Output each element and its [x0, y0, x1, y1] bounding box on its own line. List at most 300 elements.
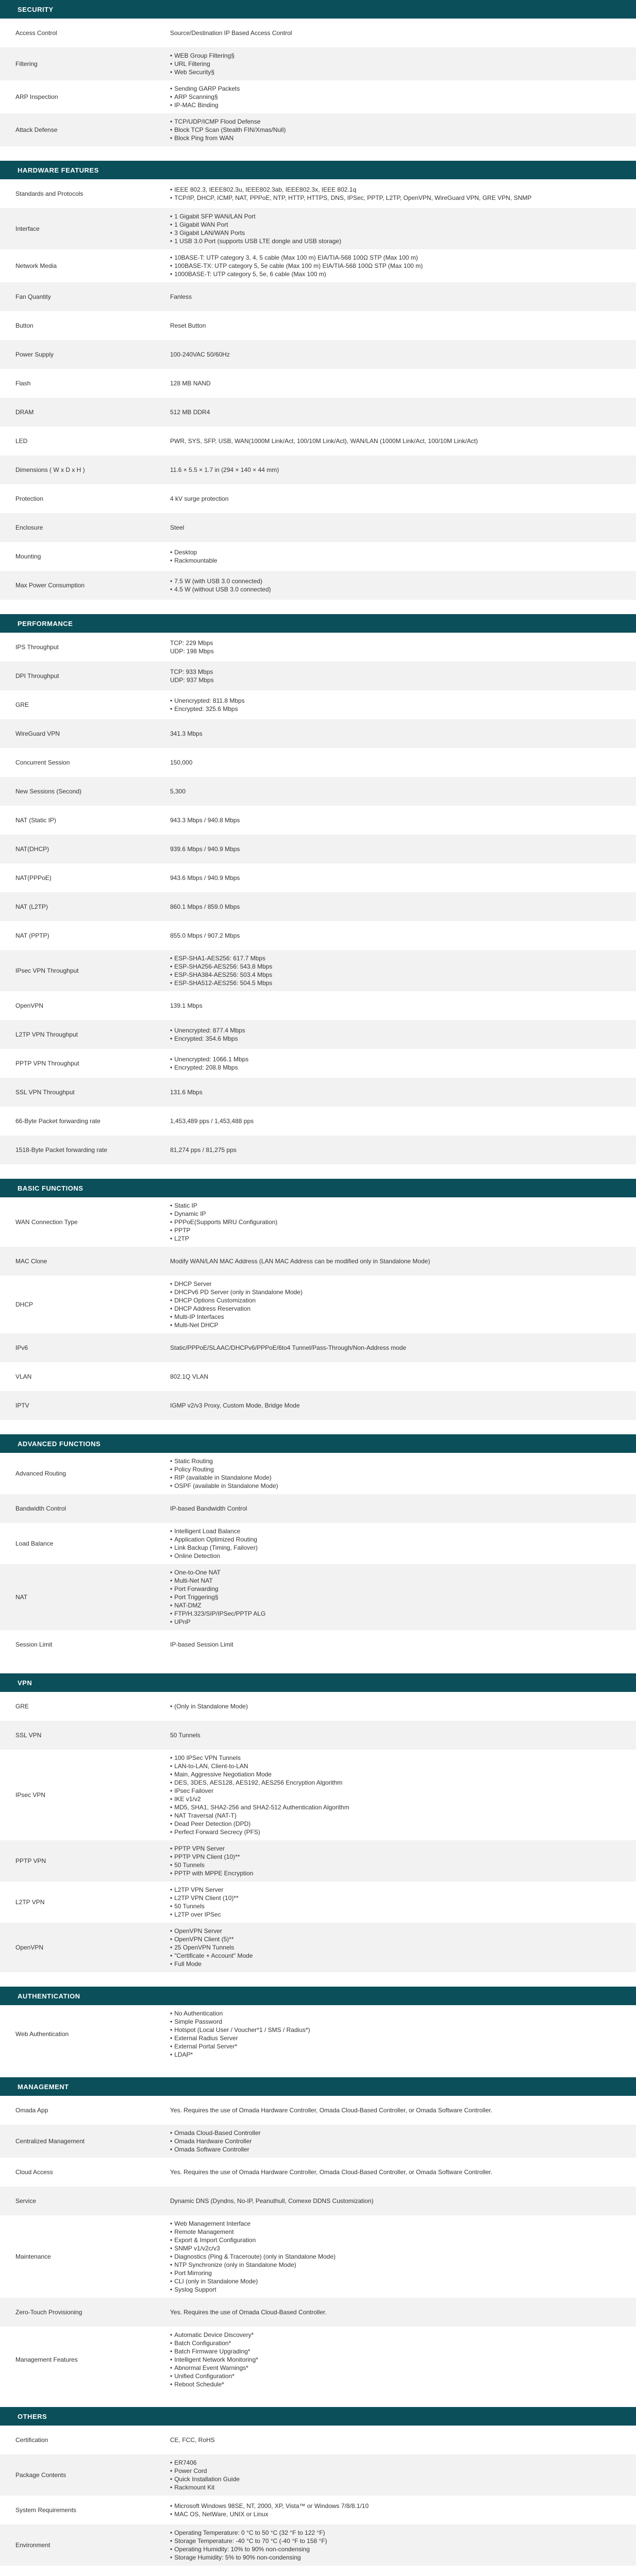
- spec-value-item: • UPnP: [170, 1618, 621, 1626]
- spec-value-text: 1,453,489 pps / 1,453,488 pps: [170, 1117, 254, 1125]
- spec-value-item: • IEEE 802.3, IEEE802.3u, IEEE802.3ab, IEEE802.3x, IEEE 802.1q: [170, 185, 621, 194]
- spec-value: [170, 29, 636, 37]
- spec-value-item: • No Authentication: [170, 2009, 621, 2018]
- spec-value: [170, 845, 636, 853]
- spec-value-text: Source/Destination IP Based Access Control: [170, 29, 292, 37]
- spec-label: Zero-Touch Provisioning: [15, 2309, 82, 2316]
- spec-label: Filtering: [15, 60, 38, 67]
- spec-row: [0, 835, 636, 863]
- spec-value-item: • 100BASE-TX: UTP category 5, 5e cable (Max 100 m) EIA/TIA-568 100Ω STP (Max 100 m): [170, 262, 621, 270]
- spec-value-item: • PPPoE(Supports MRU Configuration): [170, 1218, 621, 1226]
- spec-value-item: • Dynamic IP: [170, 1210, 621, 1218]
- spec-label: Web Authentication: [15, 2030, 69, 2038]
- spec-row: [0, 311, 636, 340]
- spec-value-item: • L2TP VPN Client (10)**: [170, 1894, 621, 1902]
- spec-label: Protection: [15, 495, 44, 502]
- spec-value: [170, 1117, 636, 1125]
- spec-value-text: 131.6 Mbps: [170, 1089, 203, 1096]
- spec-row: [0, 1750, 636, 1840]
- spec-value-item: • Operating Temperature: 0 °C to 50 °C (32 °F to 122 °F): [170, 2529, 621, 2537]
- spec-label: Network Media: [15, 262, 57, 269]
- spec-value-list: [170, 1201, 621, 1243]
- spec-label: NAT(PPPoE): [15, 874, 52, 882]
- spec-label: NAT (Static IP): [15, 817, 56, 824]
- section-header: OTHERS: [0, 2407, 636, 2426]
- spec-value-item: • Port Triggering§: [170, 1593, 621, 1601]
- spec-value-text: Yes. Requires the use of Omada Hardware Controller, Omada Cloud-Based Controller, or Omada Software Controller.: [170, 2107, 493, 2114]
- spec-value-item: • Perfect Forward Secrecy (PFS): [170, 1828, 621, 1836]
- spec-row: [0, 1107, 636, 1136]
- spec-value-item: • Static Routing: [170, 1457, 621, 1465]
- spec-value-line: UDP: 198 Mbps: [170, 648, 214, 655]
- spec-value: [170, 1088, 636, 1096]
- spec-value-list: [170, 1702, 621, 1710]
- spec-value-list: [170, 2129, 621, 2154]
- spec-value-list: [170, 1844, 621, 1877]
- spec-value-item: • RIP (available in Standalone Mode): [170, 1473, 621, 1482]
- spec-value-list: [170, 1457, 621, 1490]
- spec-label: Power Supply: [15, 351, 54, 358]
- spec-value-list: [170, 697, 621, 713]
- spec-value-item: • 50 Tunnels: [170, 1902, 621, 1910]
- spec-value-item: • Web Management Interface: [170, 2219, 621, 2228]
- spec-value-item: • DHCP Options Customization: [170, 1296, 621, 1304]
- spec-label: Concurrent Session: [15, 759, 70, 766]
- spec-value-text: Steel: [170, 524, 185, 531]
- spec-label: MAC Clone: [15, 1258, 47, 1265]
- spec-row: [0, 369, 636, 398]
- spec-label: Cloud Access: [15, 2168, 53, 2176]
- spec-value-text: CE, FCC, RoHS: [170, 2436, 215, 2444]
- spec-value-item: • Syslog Support: [170, 2285, 621, 2294]
- spec-row: [0, 1564, 636, 1630]
- spec-value-item: • Application Optimized Routing: [170, 1535, 621, 1544]
- spec-value-item: • Unified Configuration*: [170, 2372, 621, 2380]
- section-header: HARDWARE FEATURES: [0, 161, 636, 179]
- spec-label: Fan Quantity: [15, 293, 51, 300]
- spec-row: [0, 1523, 636, 1564]
- spec-value: [170, 212, 636, 245]
- spec-label: OpenVPN: [15, 1944, 44, 1951]
- spec-value-text: Yes. Requires the use of Omada Cloud-Based Controller.: [170, 2309, 327, 2316]
- spec-label: L2TP VPN: [15, 1899, 45, 1906]
- spec-value-item: • TCP/IP, DHCP, ICMP, NAT, PPPoE, NTP, HTTP, HTTPS, DNS, IPSec, PPTP, L2TP, OpenVPN, WireGuard VPN, GRE VPN, SNMP: [170, 194, 621, 202]
- spec-value-item: • Power Cord: [170, 2467, 621, 2475]
- spec-value-item: • OpenVPN Client (5)**: [170, 1935, 621, 1943]
- spec-value: [170, 293, 636, 301]
- spec-value-item: • Dead Peer Detection (DPD): [170, 1820, 621, 1828]
- spec-value-item: • L2TP VPN Server: [170, 1886, 621, 1894]
- spec-label: Bandwidth Control: [15, 1505, 66, 1512]
- spec-value: [170, 697, 636, 713]
- spec-value-list: [170, 1055, 621, 1072]
- spec-row: [0, 484, 636, 513]
- spec-label: 66-Byte Packet forwarding rate: [15, 1117, 101, 1125]
- spec-row: [0, 1721, 636, 1750]
- spec-label: Session Limit: [15, 1641, 53, 1648]
- spec-value: [170, 730, 636, 738]
- spec-value-text: 939.6 Mbps / 940.9 Mbps: [170, 845, 240, 853]
- spec-value: [170, 758, 636, 767]
- spec-value-item: • L2TP: [170, 1234, 621, 1243]
- spec-value: [170, 1568, 636, 1626]
- spec-value: [170, 523, 636, 532]
- spec-value-line: TCP: 229 Mbps: [170, 639, 213, 647]
- spec-label: Dimensions ( W x D x H ): [15, 466, 85, 473]
- spec-label: Mounting: [15, 553, 41, 560]
- spec-value: [170, 1002, 636, 1010]
- spec-value-item: • Export & Import Configuration: [170, 2236, 621, 2244]
- spec-value: [170, 1731, 636, 1739]
- spec-section: [0, 2077, 636, 2393]
- spec-value-item: • OpenVPN Server: [170, 1927, 621, 1935]
- spec-value-item: • Simple Password: [170, 2018, 621, 2026]
- spec-value-item: • "Certificate + Account" Mode: [170, 1952, 621, 1960]
- spec-value-item: • TCP/UDP/ICMP Flood Defense: [170, 117, 621, 126]
- spec-value: [170, 2308, 636, 2316]
- spec-value: [170, 1344, 636, 1352]
- spec-value-item: • MAC OS, NetWare, UNIX or Linux: [170, 2510, 621, 2518]
- spec-row: [0, 892, 636, 921]
- spec-value: [170, 2219, 636, 2294]
- spec-value-item: • Block Ping from WAN: [170, 134, 621, 142]
- spec-label: Omada App: [15, 2107, 48, 2114]
- spec-value-item: • Unencrypted: 877.4 Mbps: [170, 1026, 621, 1035]
- spec-value: [170, 577, 636, 594]
- spec-value: [170, 466, 636, 474]
- spec-value: [170, 1504, 636, 1513]
- spec-value-list: [170, 548, 621, 565]
- spec-value-list: [170, 1754, 621, 1836]
- spec-value-text: 943.3 Mbps / 940.8 Mbps: [170, 817, 240, 824]
- spec-row: [0, 571, 636, 600]
- spec-value-item: • Port Forwarding: [170, 1585, 621, 1593]
- spec-value-item: • ER7406: [170, 2459, 621, 2467]
- spec-label: NAT (PPTP): [15, 932, 49, 939]
- spec-row: [0, 208, 636, 249]
- spec-value-item: • NAT-DMZ: [170, 1601, 621, 1609]
- spec-label: ARP Inspection: [15, 93, 58, 100]
- spec-value: [170, 787, 636, 795]
- spec-row: [0, 340, 636, 369]
- spec-label: WAN Connection Type: [15, 1218, 78, 1226]
- spec-value-text: Fanless: [170, 293, 192, 300]
- spec-section: [0, 614, 636, 1164]
- spec-value-item: • LAN-to-LAN, Client-to-LAN: [170, 1762, 621, 1770]
- spec-row: [0, 719, 636, 748]
- spec-value-item: • WEB Group Filtering§: [170, 52, 621, 60]
- spec-value-item: • Desktop: [170, 548, 621, 556]
- spec-row: [0, 921, 636, 950]
- spec-row: [0, 1136, 636, 1164]
- spec-row: [0, 662, 636, 690]
- spec-label: Interface: [15, 225, 40, 232]
- spec-value-text: Static/PPPoE/SLAAC/DHCPv6/PPPoE/6to4 Tunnel/Pass-Through/Non-Address mode: [170, 1344, 407, 1351]
- spec-value-item: • 1 Gigabit WAN Port: [170, 221, 621, 229]
- spec-value: [170, 1372, 636, 1381]
- spec-label: IPsec VPN Throughput: [15, 967, 79, 974]
- spec-value: [170, 321, 636, 330]
- spec-label: Centralized Management: [15, 2138, 85, 2145]
- spec-row: [0, 1049, 636, 1078]
- spec-value: [170, 816, 636, 824]
- spec-label: PPTP VPN Throughput: [15, 1060, 79, 1067]
- spec-label: Package Contents: [15, 2471, 66, 2479]
- spec-value-item: • PPTP VPN Client (10)**: [170, 1853, 621, 1861]
- spec-value: [170, 1026, 636, 1043]
- spec-row: [0, 80, 636, 113]
- spec-row: [0, 1840, 636, 1882]
- spec-label: OpenVPN: [15, 1002, 44, 1009]
- spec-value-item: • Encrypted: 208.8 Mbps: [170, 1063, 621, 1072]
- section-header: BASIC FUNCTIONS: [0, 1179, 636, 1197]
- spec-row: [0, 2298, 636, 2327]
- spec-label: Max Power Consumption: [15, 582, 85, 589]
- spec-label: SSL VPN: [15, 1732, 42, 1739]
- spec-row: [0, 113, 636, 146]
- spec-label: GRE: [15, 1703, 29, 1710]
- spec-label: Service: [15, 2197, 37, 2205]
- spec-value-item: • LDAP*: [170, 2050, 621, 2059]
- spec-row: [0, 2158, 636, 2187]
- spec-value: [170, 2502, 636, 2518]
- spec-value: [170, 2436, 636, 2444]
- spec-value: [170, 1257, 636, 1265]
- spec-value-item: • 1000BASE-T: UTP category 5, 5e, 6 cable (Max 100 m): [170, 270, 621, 278]
- spec-value-item: • Port Mirroring: [170, 2269, 621, 2277]
- spec-value-text: IGMP v2/v3 Proxy, Custom Mode, Bridge Mode: [170, 1402, 300, 1409]
- spec-value-item: • 25 OpenVPN Tunnels: [170, 1943, 621, 1952]
- spec-row: [0, 1494, 636, 1523]
- spec-label: Button: [15, 322, 34, 329]
- spec-value-item: • Multi-Net DHCP: [170, 1321, 621, 1329]
- spec-value-item: • Web Security§: [170, 68, 621, 76]
- spec-label: Load Balance: [15, 1540, 54, 1547]
- spec-value-list: [170, 185, 621, 202]
- spec-section: [0, 1673, 636, 1972]
- spec-value-text: 11.6 × 5.5 × 1.7 in (294 × 140 × 44 mm): [170, 466, 279, 473]
- spec-value: [170, 548, 636, 565]
- spec-row: [0, 1923, 636, 1972]
- spec-row: [0, 455, 636, 484]
- spec-value-item: • 3 Gigabit LAN/WAN Ports: [170, 229, 621, 237]
- spec-label: Management Features: [15, 2356, 78, 2363]
- spec-value-text: 512 MB DDR4: [170, 409, 210, 416]
- spec-row: [0, 2454, 636, 2496]
- spec-value-item: • MD5, SHA1, SHA2-256 and SHA2-512 Authentication Algorithm: [170, 1803, 621, 1811]
- spec-value-item: • 50 Tunnels: [170, 1861, 621, 1869]
- spec-value-item: • Multi-IP Interfaces: [170, 1313, 621, 1321]
- spec-value-item: • ESP-SHA512-AES256: 504.5 Mbps: [170, 979, 621, 987]
- spec-row: [0, 991, 636, 1020]
- spec-value-item: • 4.5 W (without USB 3.0 connected): [170, 585, 621, 594]
- spec-value-item: • Batch Configuration*: [170, 2339, 621, 2347]
- spec-value-item: • L2TP over IPSec: [170, 1910, 621, 1919]
- spec-value-line: UDP: 937 Mbps: [170, 676, 214, 684]
- spec-value-item: • DHCPv6 PD Server (only in Standalone Mode): [170, 1288, 621, 1296]
- spec-row: [0, 1391, 636, 1420]
- spec-value: [170, 931, 636, 940]
- spec-row: [0, 47, 636, 80]
- spec-row: [0, 2187, 636, 2215]
- spec-value-item: • Link Backup (Timing, Failover): [170, 1544, 621, 1552]
- spec-value-list: [170, 2009, 621, 2059]
- spec-value: [170, 2331, 636, 2388]
- spec-value-text: IP-based Session Limit: [170, 1641, 233, 1648]
- spec-value-item: • Intelligent Load Balance: [170, 1527, 621, 1535]
- spec-value-item: • OSPF (available in Standalone Mode): [170, 1482, 621, 1490]
- spec-label: 1518-Byte Packet forwarding rate: [15, 1146, 108, 1154]
- spec-row: [0, 2125, 636, 2158]
- spec-value-item: • Batch Firmware Upgrading*: [170, 2347, 621, 2355]
- spec-value: [170, 350, 636, 359]
- spec-value-item: • PPTP with MPPE Encryption: [170, 1869, 621, 1877]
- spec-value-item: • External Radius Server: [170, 2034, 621, 2042]
- spec-value-text: Yes. Requires the use of Omada Hardware Controller, Omada Cloud-Based Controller, or Omada Software Controller.: [170, 2168, 493, 2176]
- spec-value: [170, 668, 636, 684]
- spec-value-item: • ARP Scanning§: [170, 93, 621, 101]
- spec-value-text: Reset Button: [170, 322, 206, 329]
- spec-value: [170, 2459, 636, 2492]
- spec-label: LED: [15, 437, 28, 445]
- spec-value: [170, 1401, 636, 1410]
- spec-row: [0, 1247, 636, 1276]
- spec-row: [0, 633, 636, 662]
- spec-value: [170, 1886, 636, 1919]
- spec-row: [0, 2496, 636, 2524]
- spec-label: Access Control: [15, 29, 57, 37]
- spec-value-text: 139.1 Mbps: [170, 1002, 203, 1009]
- spec-label: Flash: [15, 380, 31, 387]
- spec-row: [0, 513, 636, 542]
- spec-value-list: [170, 1280, 621, 1329]
- spec-value-list: [170, 577, 621, 594]
- spec-value-item: • NAT Traversal (NAT-T): [170, 1811, 621, 1820]
- spec-label: GRE: [15, 701, 29, 708]
- spec-row: [0, 2327, 636, 2393]
- spec-value: [170, 2197, 636, 2205]
- spec-value-item: • Automatic Device Discovery*: [170, 2331, 621, 2339]
- spec-value-text: 81,274 pps / 81,275 pps: [170, 1146, 237, 1154]
- spec-row: [0, 2005, 636, 2063]
- spec-value-item: • 1 Gigabit SFP WAN/LAN Port: [170, 212, 621, 221]
- spec-value-item: • Diagnostics (Ping & Traceroute) (only in Standalone Mode): [170, 2252, 621, 2261]
- spec-value-list: [170, 1927, 621, 1968]
- spec-value-text: 5,300: [170, 788, 186, 795]
- spec-value-list: [170, 2219, 621, 2294]
- spec-value: [170, 1201, 636, 1243]
- spec-label: NAT (L2TP): [15, 903, 48, 910]
- spec-value: [170, 1640, 636, 1649]
- spec-row: [0, 1362, 636, 1391]
- spec-value-item: • Storage Temperature: -40 °C to 70 °C (-40 °F to 158 °F): [170, 2537, 621, 2545]
- spec-value: [170, 874, 636, 882]
- spec-value-item: • ESP-SHA1-AES256: 617.7 Mbps: [170, 954, 621, 962]
- spec-value-item: • Sending GARP Packets: [170, 84, 621, 93]
- spec-value-list: [170, 117, 621, 142]
- spec-value-item: • CLI (only in Standalone Mode): [170, 2277, 621, 2285]
- spec-value-text: 150,000: [170, 759, 193, 766]
- spec-value-item: • DHCP Address Reservation: [170, 1304, 621, 1313]
- spec-value: [170, 52, 636, 76]
- spec-value-list: [170, 1026, 621, 1043]
- spec-value: [170, 954, 636, 987]
- spec-value-list: [170, 212, 621, 245]
- spec-value-item: • 7.5 W (with USB 3.0 connected): [170, 577, 621, 585]
- spec-row: [0, 863, 636, 892]
- spec-label: NAT(DHCP): [15, 845, 49, 853]
- spec-value-item: • (Only in Standalone Mode): [170, 1702, 621, 1710]
- spec-value-item: • DES, 3DES, AES128, AES192, AES256 Encryption Algorithm: [170, 1778, 621, 1787]
- spec-value-item: • Omada Cloud-Based Controller: [170, 2129, 621, 2137]
- spec-value: [170, 2529, 636, 2562]
- spec-value: [170, 379, 636, 387]
- spec-label: PPTP VPN: [15, 1857, 46, 1865]
- spec-row: [0, 1078, 636, 1107]
- spec-value-item: • URL Filtering: [170, 60, 621, 68]
- spec-label: DPI Throughput: [15, 672, 59, 680]
- spec-row: [0, 2524, 636, 2566]
- spec-value-item: • PPTP VPN Server: [170, 1844, 621, 1853]
- spec-value: [170, 903, 636, 911]
- spec-value: [170, 1055, 636, 1072]
- spec-value: [170, 1844, 636, 1877]
- spec-row: [0, 179, 636, 208]
- spec-value-item: • Online Detection: [170, 1552, 621, 1560]
- spec-value: [170, 437, 636, 445]
- spec-section: [0, 0, 636, 146]
- spec-value: [170, 2129, 636, 2154]
- spec-value-item: • Unencrypted: 811.8 Mbps: [170, 697, 621, 705]
- spec-value: [170, 1754, 636, 1836]
- spec-value: [170, 1457, 636, 1490]
- spec-label: Certification: [15, 2436, 48, 2444]
- spec-value-item: • 100 IPSec VPN Tunnels: [170, 1754, 621, 1762]
- spec-label: Environment: [15, 2541, 51, 2549]
- spec-label: DHCP: [15, 1301, 34, 1308]
- spec-value: [170, 253, 636, 278]
- spec-value-text: 855.0 Mbps / 907.2 Mbps: [170, 932, 240, 939]
- spec-value-item: • Microsoft Windows 98SE, NT, 2000, XP, Vista™ or Windows 7/8/8.1/10: [170, 2502, 621, 2510]
- spec-value-item: • 10BASE-T: UTP category 3, 4, 5 cable (Max 100 m) EIA/TIA-568 100Ω STP (Max 100 m): [170, 253, 621, 262]
- spec-value-item: • 1 USB 3.0 Port (supports USB LTE dongle and USB storage): [170, 237, 621, 245]
- spec-value-item: • Encrypted: 354.6 Mbps: [170, 1035, 621, 1043]
- section-header: SECURITY: [0, 0, 636, 19]
- spec-value-item: • Rackmountable: [170, 556, 621, 565]
- spec-row: [0, 1630, 636, 1659]
- spec-value-line: TCP: 933 Mbps: [170, 668, 213, 675]
- spec-value: [170, 185, 636, 202]
- spec-row: [0, 2096, 636, 2125]
- spec-value-text: 4 kV surge protection: [170, 495, 229, 502]
- spec-value-list: [170, 1527, 621, 1560]
- spec-section: [0, 1987, 636, 2063]
- spec-value-text: 943.6 Mbps / 940.9 Mbps: [170, 874, 240, 882]
- spec-row: [0, 690, 636, 719]
- spec-value: [170, 84, 636, 109]
- spec-row: [0, 1692, 636, 1721]
- spec-value: [170, 1527, 636, 1560]
- spec-section: [0, 1434, 636, 1659]
- spec-value: [170, 1146, 636, 1154]
- spec-row: [0, 542, 636, 571]
- section-header: PERFORMANCE: [0, 614, 636, 633]
- spec-value: [170, 2009, 636, 2059]
- spec-value-item: • IP-MAC Binding: [170, 101, 621, 109]
- spec-value-item: • Static IP: [170, 1201, 621, 1210]
- spec-label: NAT: [15, 1594, 28, 1601]
- spec-value-text: 128 MB NAND: [170, 380, 211, 387]
